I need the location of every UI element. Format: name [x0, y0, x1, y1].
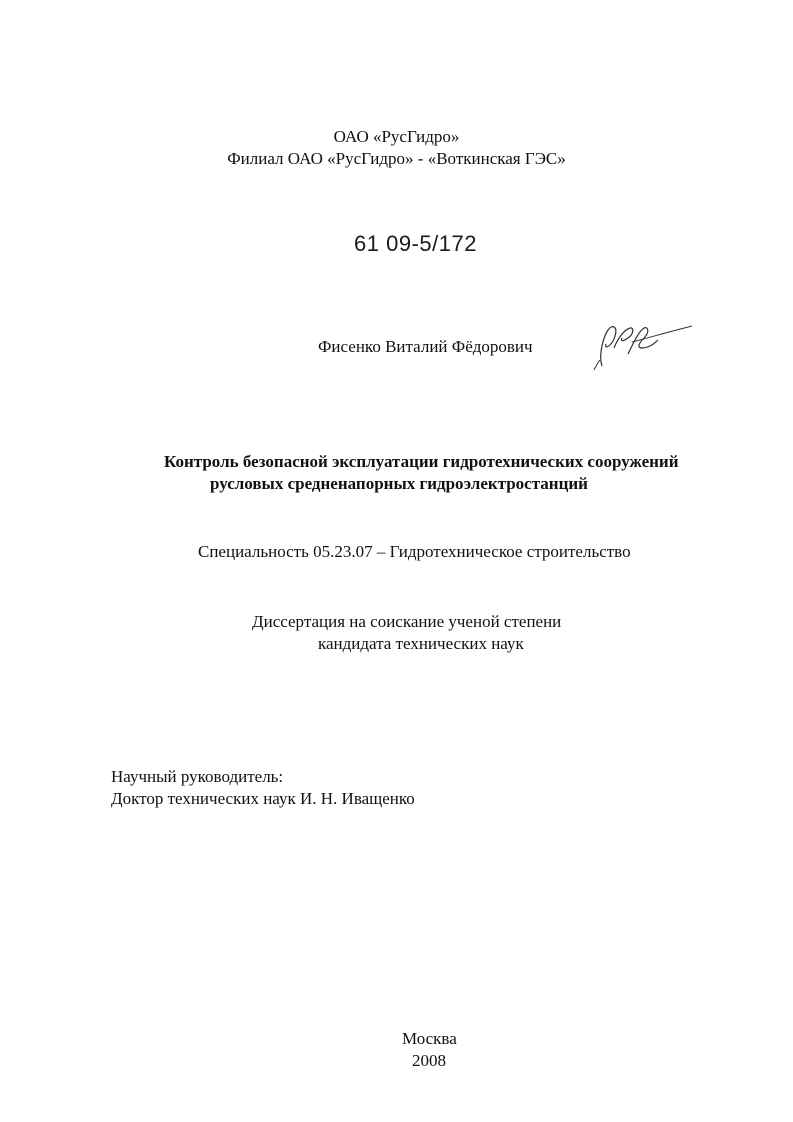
city: Москва	[402, 1029, 457, 1048]
thesis-title-line-1: Контроль безопасной эксплуатации гидротехнических сооружений	[164, 452, 679, 471]
author-signature	[588, 318, 698, 372]
dissertation-degree-line-1: Диссертация на соискание ученой степени	[252, 612, 562, 631]
author-name: Фисенко Виталий Фёдорович	[318, 337, 533, 356]
year: 2008	[412, 1051, 446, 1070]
branch-name: Филиал ОАО «РусГидро» - «Воткинская ГЭС»	[227, 149, 566, 168]
specialty: Специальность 05.23.07 – Гидротехническое строительство	[198, 542, 631, 561]
thesis-title-line-2: русловых средненапорных гидроэлектростанций	[210, 474, 588, 493]
supervisor-label: Научный руководитель:	[111, 767, 284, 786]
supervisor-name: Доктор технических наук И. Н. Иващенко	[111, 789, 415, 808]
registration-stamp-number: 61 09-5/172	[354, 231, 477, 256]
organization-name: ОАО «РусГидро»	[333, 127, 460, 146]
dissertation-degree-line-2: кандидата технических наук	[318, 634, 524, 653]
